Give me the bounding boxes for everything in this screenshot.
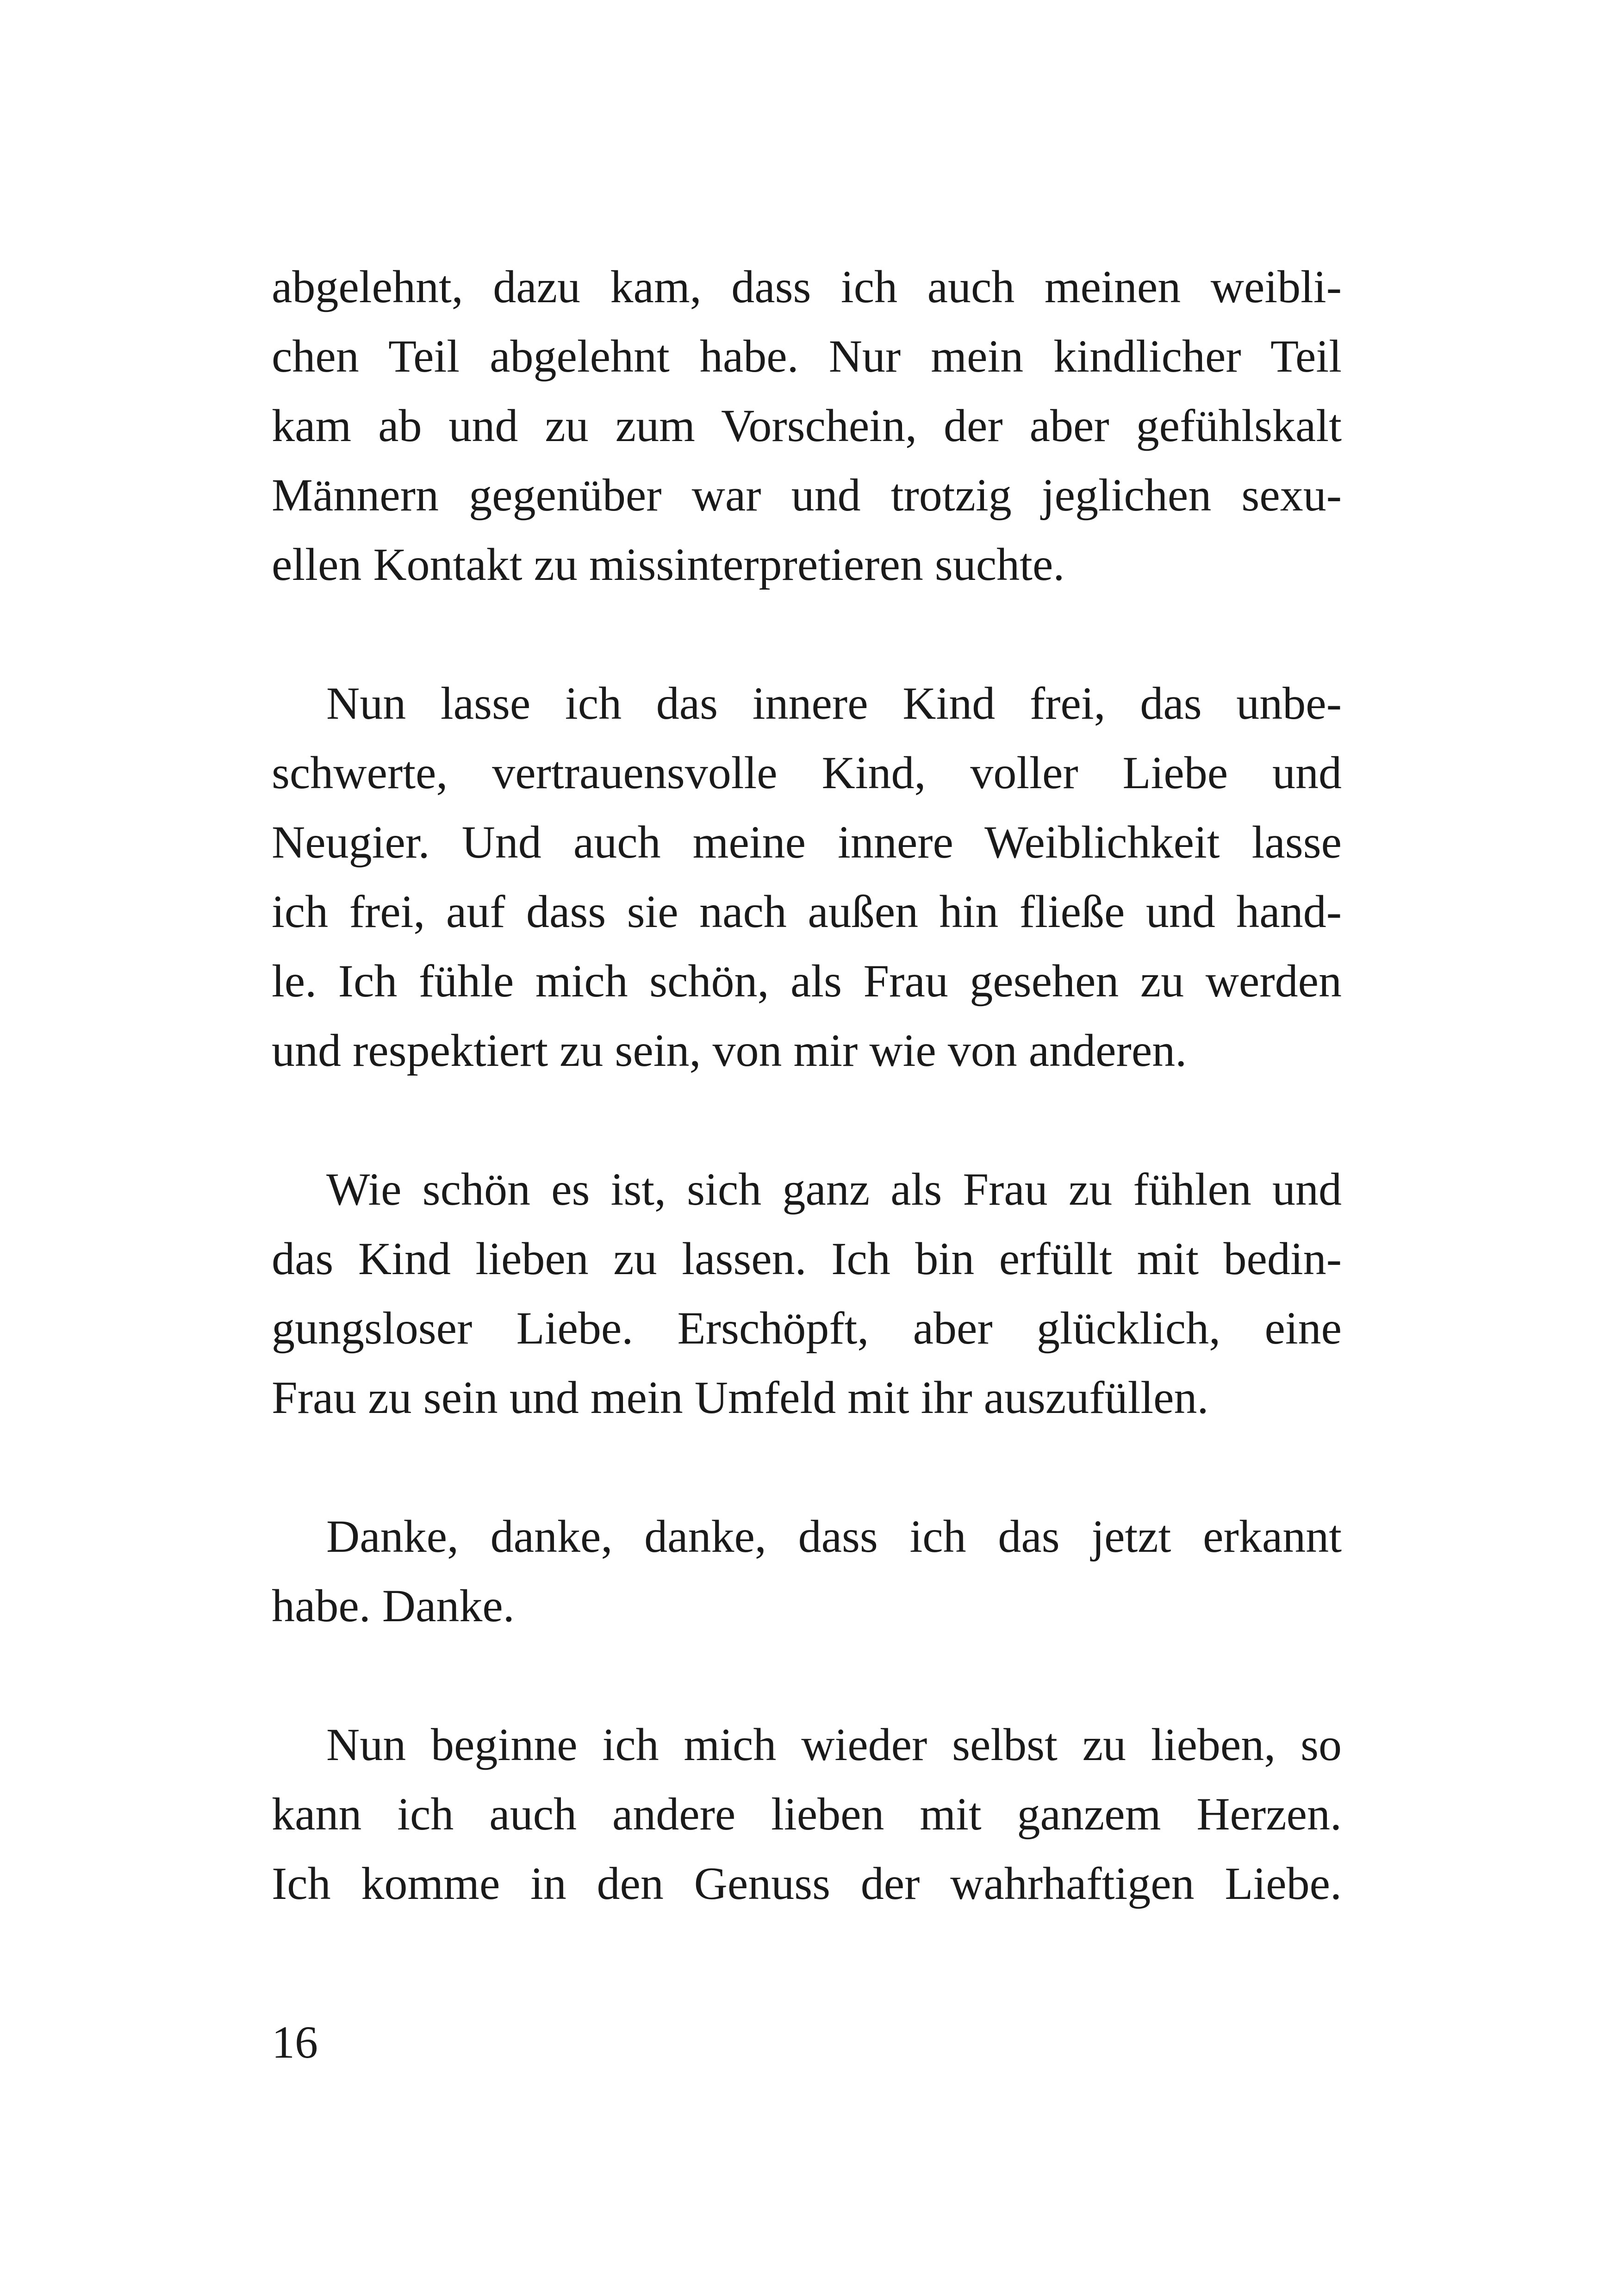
page-number: 16 <box>272 2016 318 2068</box>
paragraph <box>272 252 1342 599</box>
text-line: gungsloser Liebe. Erschöpft, aber glücklich, eine <box>272 1302 1342 1354</box>
paragraph-gap <box>272 1432 1342 1502</box>
paragraph <box>272 1710 1342 1918</box>
text-line: Ich komme in den Genuss der wahrhaftigen Liebe. <box>272 1858 1342 1909</box>
body-text <box>272 252 1342 1918</box>
text-line: ellen Kontakt zu missinterpretieren suchte. <box>272 539 1065 590</box>
paragraph-gap <box>272 1085 1342 1155</box>
text-line: le. Ich fühle mich schön, als Frau gesehen zu werden <box>272 955 1342 1007</box>
text-line: Nun lasse ich das innere Kind frei, das unbe- <box>326 678 1342 729</box>
text-line: und respektiert zu sein, von mir wie von anderen. <box>272 1025 1187 1076</box>
paragraph <box>272 1155 1342 1432</box>
text-line: Wie schön es ist, sich ganz als Frau zu fühlen und <box>326 1164 1342 1215</box>
text-line: Frau zu sein und mein Umfeld mit ihr auszufüllen. <box>272 1372 1209 1423</box>
text-line: habe. Danke. <box>272 1580 515 1631</box>
text-line: schwerte, vertrauensvolle Kind, voller Liebe und <box>272 747 1342 798</box>
text-line: Danke, danke, danke, dass ich das jetzt erkannt <box>326 1511 1342 1562</box>
paragraph-gap <box>272 599 1342 669</box>
paragraph <box>272 1502 1342 1641</box>
text-line: kam ab und zu zum Vorschein, der aber gefühlskalt <box>272 400 1342 451</box>
text-line: Neugier. Und auch meine innere Weiblichkeit lasse <box>272 816 1342 868</box>
text-line: abgelehnt, dazu kam, dass ich auch meinen weibli- <box>272 261 1342 312</box>
text-line: ich frei, auf dass sie nach außen hin fließe und hand- <box>272 886 1342 937</box>
text-line: chen Teil abgelehnt habe. Nur mein kindlicher Teil <box>272 330 1342 382</box>
paragraph <box>272 669 1342 1085</box>
text-line: kann ich auch andere lieben mit ganzem Herzen. <box>272 1788 1342 1840</box>
text-line: das Kind lieben zu lassen. Ich bin erfüllt mit bedin- <box>272 1233 1342 1284</box>
text-line: Nun beginne ich mich wieder selbst zu lieben, so <box>326 1719 1342 1770</box>
paragraph-gap <box>272 1641 1342 1710</box>
text-line: Männern gegenüber war und trotzig jeglichen sexu- <box>272 469 1342 521</box>
